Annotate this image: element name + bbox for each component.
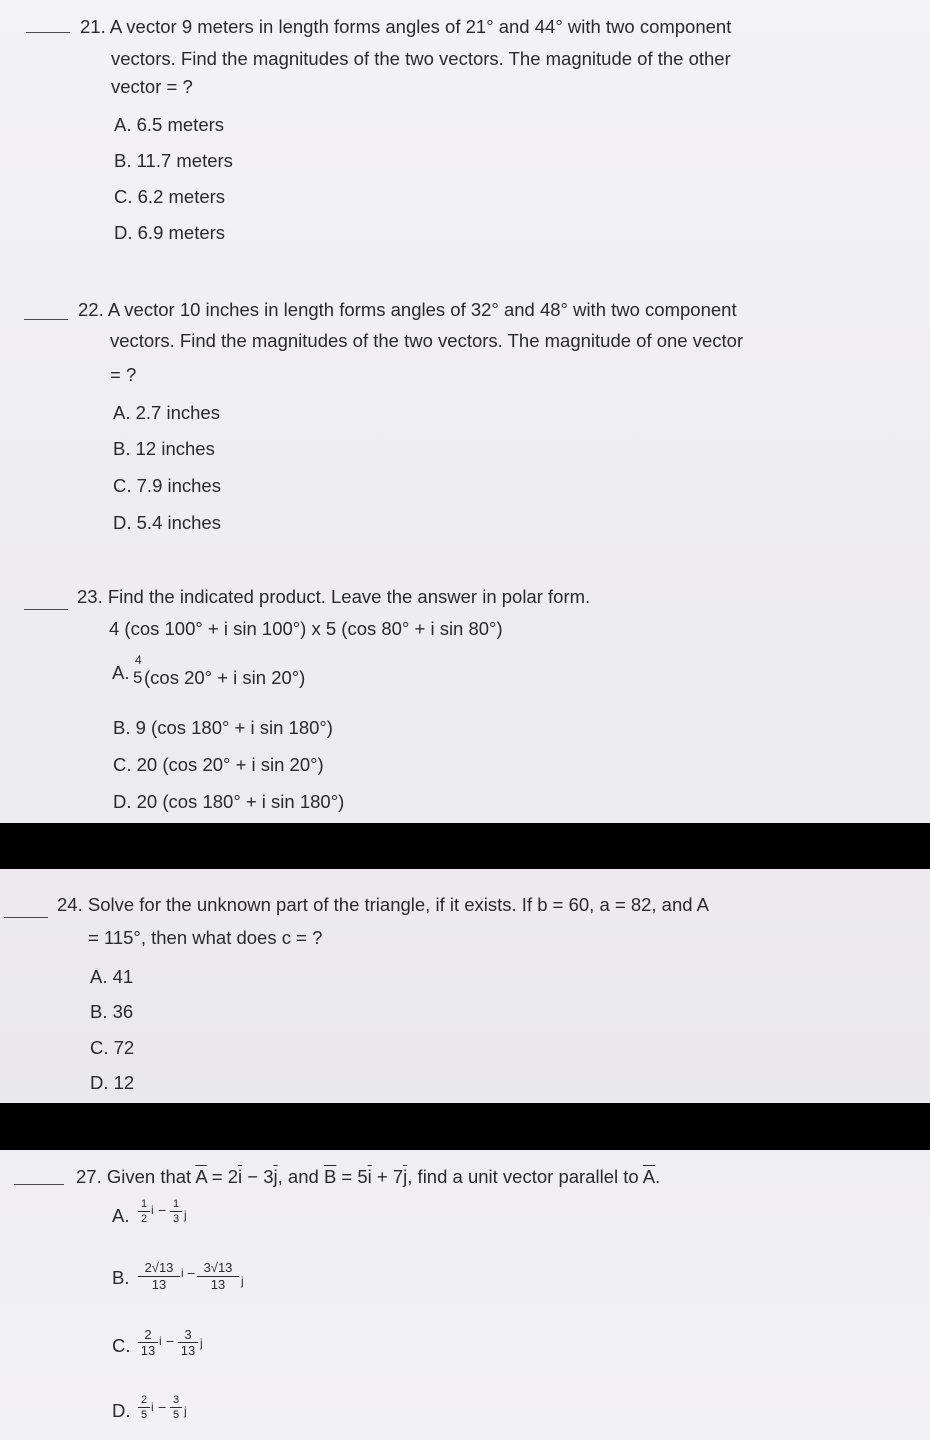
denominator: 13 bbox=[151, 1277, 167, 1292]
q23-line2: 4 (cos 100° + i sin 100°) x 5 (cos 80° + i sin 80°) bbox=[109, 618, 503, 639]
q22-line2: vectors. Find the magnitudes of the two vectors. The magnitude of one vector bbox=[110, 330, 744, 351]
q23-option-a-denominator: 5 bbox=[133, 668, 143, 687]
q27-option-c-op: − bbox=[166, 1333, 175, 1349]
denominator: 5 bbox=[172, 1409, 180, 1421]
unit-i-symbol: $\overline{i}$ bbox=[367, 1166, 372, 1187]
q27-option-a-frac1 bbox=[138, 1198, 150, 1225]
numerator: 3 bbox=[172, 1394, 180, 1406]
q27-option-d-op: − bbox=[158, 1399, 167, 1415]
q27-suffix: , find a unit vector parallel to bbox=[407, 1166, 643, 1187]
q24-option-b[interactable]: B. 36 bbox=[90, 1001, 134, 1022]
q21-option-b[interactable]: B. 11.7 meters bbox=[114, 150, 233, 171]
q27-option-b-op: − bbox=[187, 1265, 196, 1281]
black-divider-2 bbox=[0, 1103, 930, 1150]
denominator: 13 bbox=[180, 1343, 196, 1358]
q23-line1: 23. Find the indicated product. Leave the answer in polar form. bbox=[77, 586, 591, 607]
q27-prefix: 27. Given that bbox=[76, 1166, 196, 1187]
question-panel-3 bbox=[0, 1150, 930, 1440]
q22-line3: = ? bbox=[110, 364, 137, 385]
numerator: 3 bbox=[184, 1327, 192, 1342]
q24-option-a[interactable]: A. 41 bbox=[90, 966, 134, 987]
numerator: 1 bbox=[172, 1198, 180, 1210]
q27-stem bbox=[76, 1166, 660, 1188]
q27-option-c-frac2 bbox=[178, 1328, 198, 1357]
numerator: 3√13 bbox=[203, 1260, 233, 1275]
q22-option-d[interactable]: D. 5.4 inches bbox=[113, 512, 221, 533]
q23-option-c[interactable]: C. 20 (cos 20° + i sin 20°) bbox=[113, 754, 324, 775]
numerator: 1 bbox=[140, 1198, 148, 1210]
denominator: 13 bbox=[140, 1343, 156, 1358]
q21-line3: vector = ? bbox=[111, 76, 193, 97]
vector-b-symbol: $\overline{B}$ bbox=[323, 1166, 337, 1187]
q27-option-a-op: − bbox=[158, 1202, 167, 1218]
q27-option-d-frac2 bbox=[170, 1394, 182, 1421]
unit-j-symbol: $\overline{j}$ bbox=[273, 1166, 278, 1187]
unit-j-symbol: $\overline{j}$ bbox=[403, 1166, 408, 1187]
q27-option-c-label[interactable]: C. bbox=[112, 1335, 131, 1356]
answer-blank-22[interactable] bbox=[24, 319, 68, 320]
q23-option-b[interactable]: B. 9 (cos 180° + i sin 180°) bbox=[113, 717, 333, 738]
q24-option-d[interactable]: D. 12 bbox=[90, 1072, 135, 1093]
q27-eq2: = 5 bbox=[336, 1166, 368, 1187]
q27-option-a-j: j bbox=[184, 1208, 187, 1222]
q27-option-d-frac1 bbox=[138, 1394, 150, 1421]
q27-option-b-label[interactable]: B. bbox=[112, 1267, 130, 1288]
unit-i-symbol: $\overline{i}$ bbox=[238, 1166, 243, 1187]
q27-option-b-frac1 bbox=[138, 1261, 180, 1292]
answer-blank-21[interactable] bbox=[26, 32, 70, 33]
q27-period: . bbox=[655, 1166, 661, 1187]
answer-blank-23[interactable] bbox=[24, 609, 68, 610]
q27-and: , and bbox=[277, 1166, 324, 1187]
q27-option-c-frac1 bbox=[138, 1328, 158, 1357]
question-panel-2 bbox=[0, 869, 930, 1103]
q27-option-d-j: j bbox=[184, 1404, 187, 1418]
vector-a-symbol: $\overline{A}$ bbox=[195, 1166, 207, 1187]
q27-option-d-label[interactable]: D. bbox=[112, 1400, 131, 1421]
q27-option-c-i: i bbox=[159, 1334, 162, 1348]
black-divider-1 bbox=[0, 823, 930, 869]
q21-line2: vectors. Find the magnitudes of the two vectors. The magnitude of the other bbox=[111, 48, 731, 69]
answer-blank-24[interactable] bbox=[4, 917, 48, 918]
denominator: 2 bbox=[140, 1213, 148, 1225]
q23-option-d[interactable]: D. 20 (cos 180° + i sin 180°) bbox=[113, 791, 345, 812]
q21-option-a[interactable]: A. 6.5 meters bbox=[114, 114, 225, 135]
q22-option-b[interactable]: B. 12 inches bbox=[113, 438, 215, 459]
q27-minus: − 3 bbox=[242, 1166, 274, 1187]
denominator: 13 bbox=[210, 1277, 226, 1292]
q27-option-d-i: i bbox=[151, 1400, 154, 1414]
vector-a-symbol: $\overline{A}$ bbox=[642, 1166, 656, 1187]
answer-blank-27[interactable] bbox=[14, 1184, 64, 1185]
q22-option-c[interactable]: C. 7.9 inches bbox=[113, 475, 221, 496]
q27-plus: + 7 bbox=[371, 1166, 404, 1187]
q27-eq1: = 2 bbox=[206, 1166, 239, 1187]
q21-option-d[interactable]: D. 6.9 meters bbox=[114, 222, 226, 243]
numerator: 2 bbox=[144, 1327, 152, 1342]
q24-line1: 24. Solve for the unknown part of the triangle, if it exists. If b = 60, a = 82, and A bbox=[57, 894, 710, 915]
q24-option-c[interactable]: C. 72 bbox=[90, 1037, 135, 1058]
q27-option-b-frac2 bbox=[197, 1261, 239, 1292]
numerator: 2 bbox=[140, 1394, 148, 1406]
q27-option-b-j: j bbox=[241, 1274, 244, 1288]
q23-option-a-numerator: 4 bbox=[135, 653, 142, 667]
q23-option-a-rest: (cos 20° + i sin 20°) bbox=[144, 667, 306, 688]
q27-option-a-frac2 bbox=[170, 1198, 182, 1225]
numerator: 2√13 bbox=[144, 1260, 174, 1275]
q21-option-c[interactable]: C. 6.2 meters bbox=[114, 186, 226, 207]
q24-line2: = 115°, then what does c = ? bbox=[88, 927, 323, 948]
q27-option-c-j: j bbox=[200, 1336, 203, 1350]
q27-option-b-i: i bbox=[181, 1266, 184, 1280]
q23-option-a-label[interactable]: A. bbox=[112, 662, 130, 683]
q22-line1: 22. A vector 10 inches in length forms angles of 32° and 48° with two component bbox=[78, 299, 737, 320]
q27-option-a-i: i bbox=[151, 1203, 154, 1217]
q27-option-a-label[interactable]: A. bbox=[112, 1205, 130, 1226]
q22-option-a[interactable]: A. 2.7 inches bbox=[113, 402, 220, 423]
denominator: 5 bbox=[140, 1409, 148, 1421]
q21-line1: 21. A vector 9 meters in length forms angles of 21° and 44° with two component bbox=[80, 16, 732, 37]
denominator: 3 bbox=[172, 1213, 180, 1225]
